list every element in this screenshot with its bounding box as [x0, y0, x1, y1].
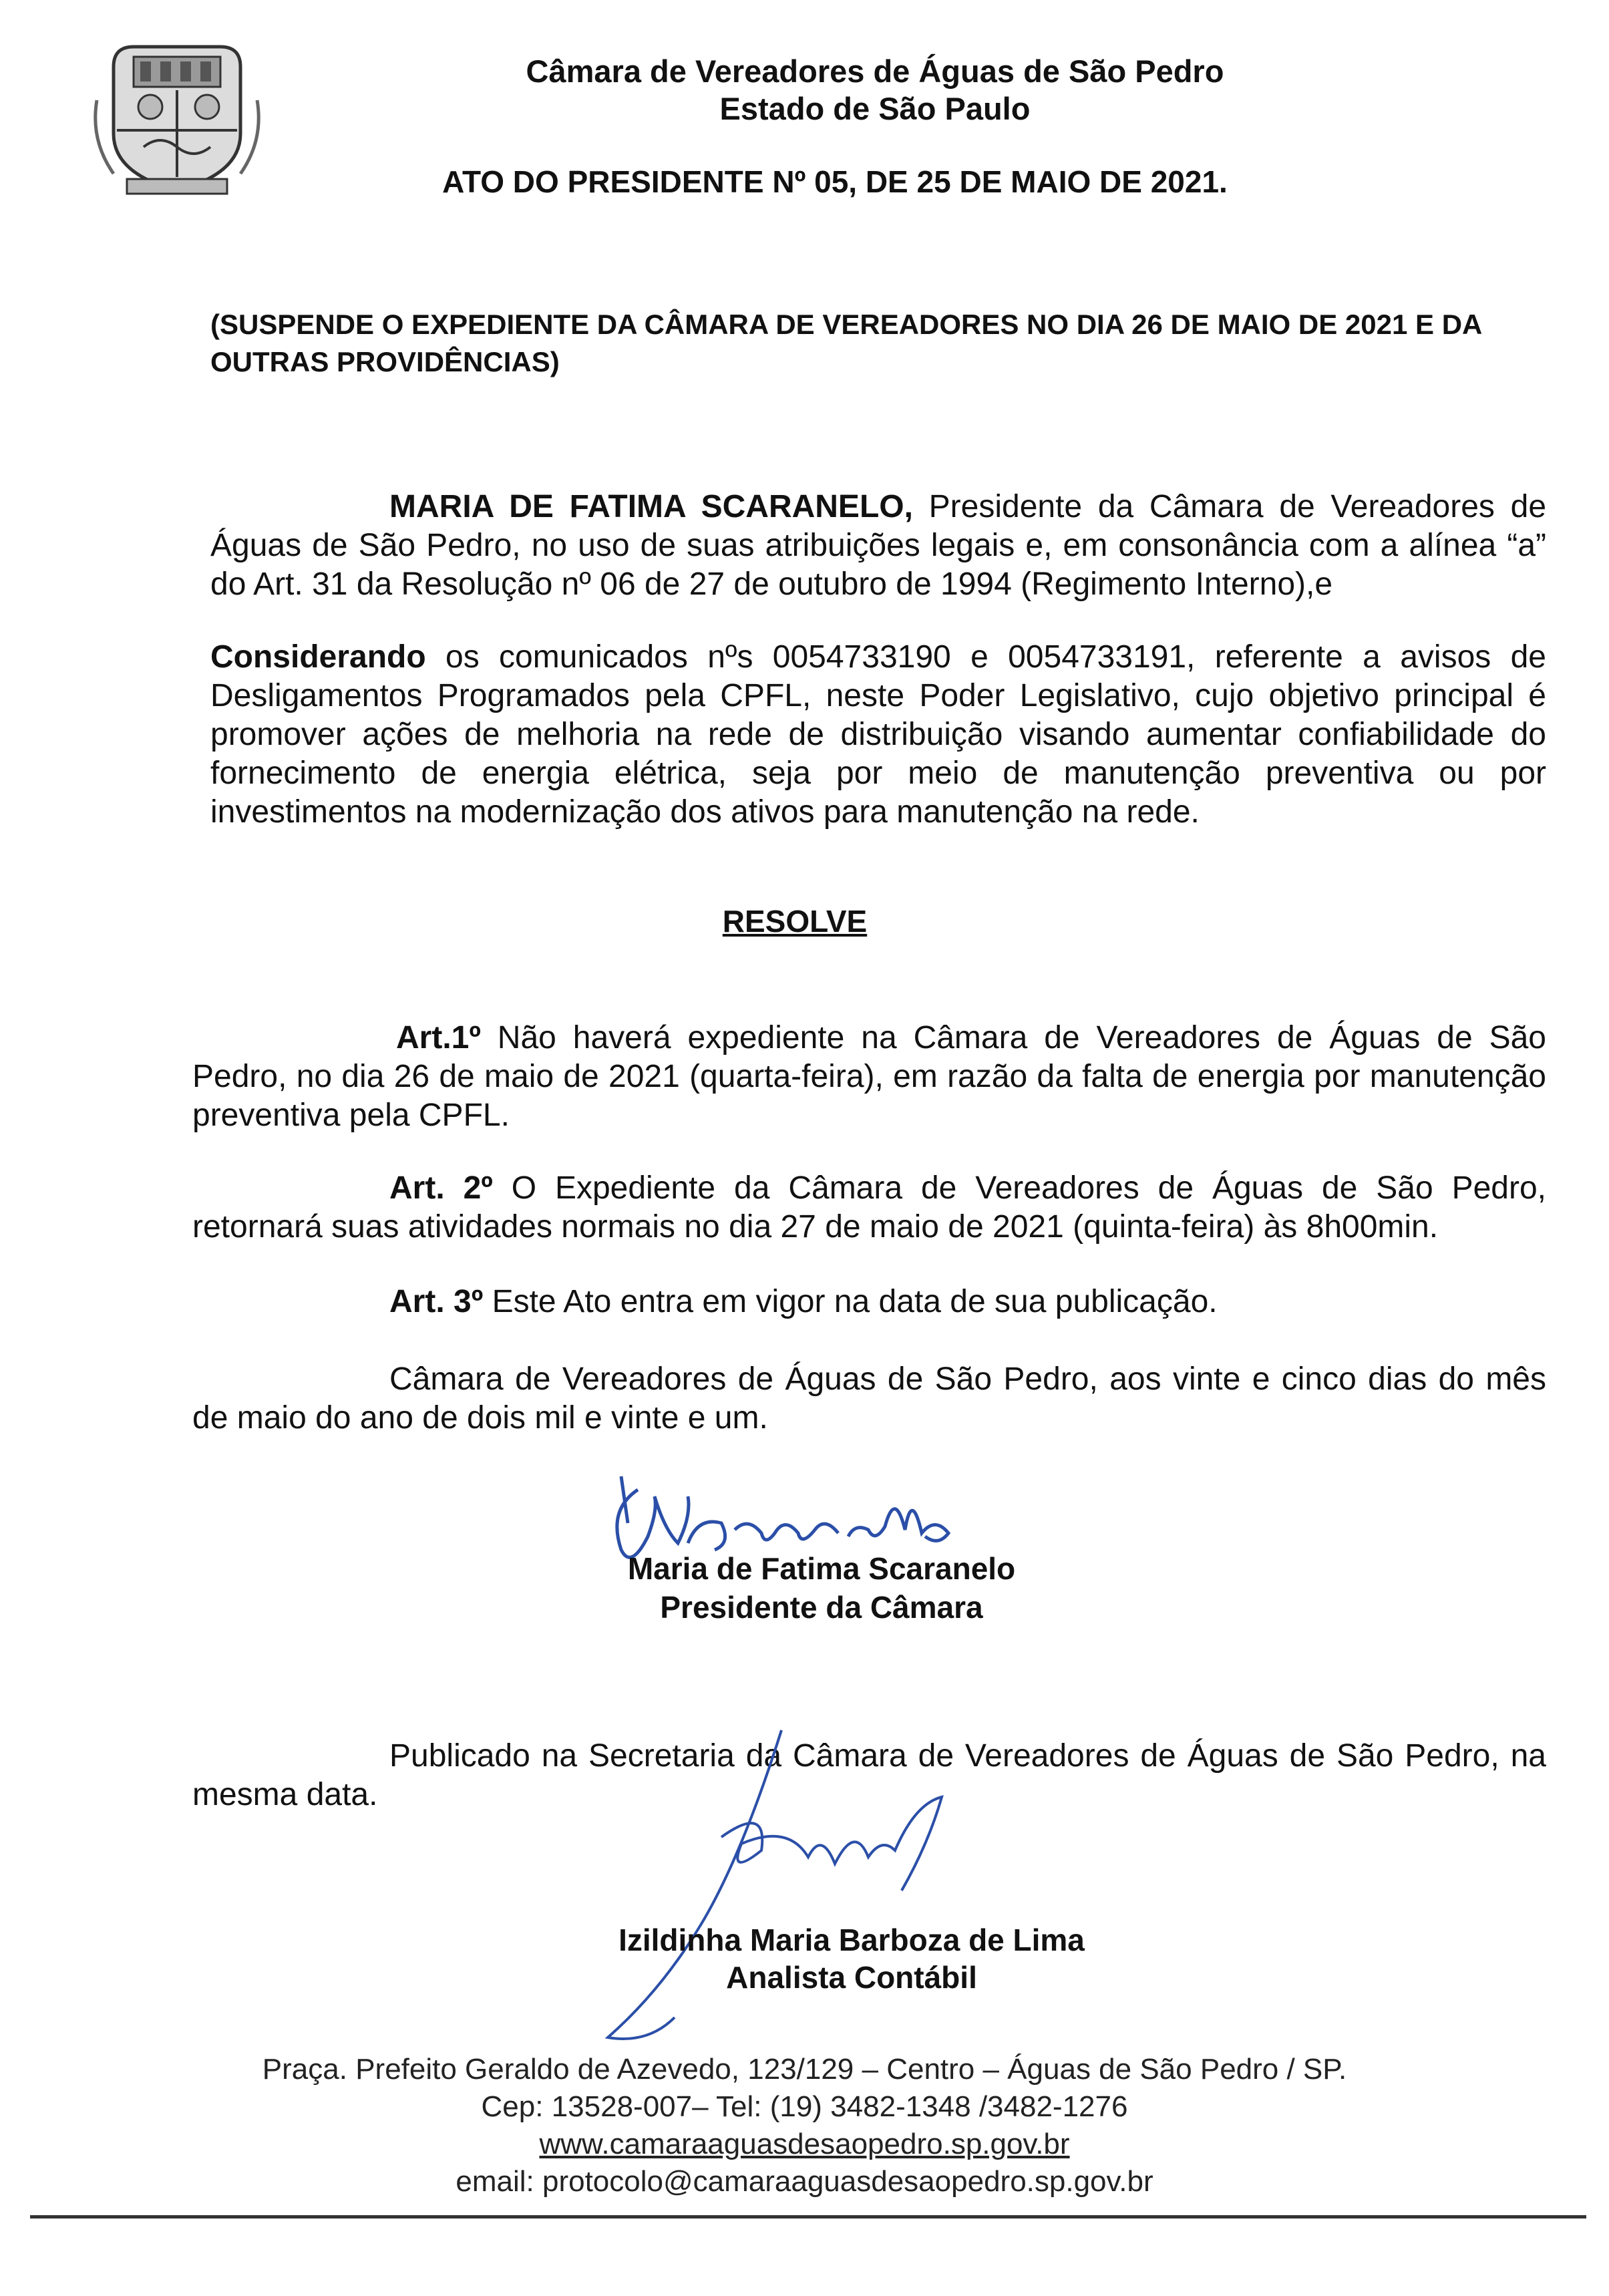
footer-website-link[interactable]: www.camaraaguasdesaopedro.sp.gov.br — [539, 2128, 1070, 2160]
considerando-label: Considerando — [210, 639, 426, 675]
article-2 — [192, 1169, 1546, 1247]
preamble-text: Presidente da Câmara de Vereadores de Águas de São Pedro, no uso de suas atribuições legais e, em consonância com a alínea “a” do Art. 31 da Resolução nº 06 de 27 de outubro de 1994 (Regimento Interno),e — [210, 489, 1547, 602]
article-3-text: Este Ato entra em vigor na data de sua publicação. — [483, 1284, 1218, 1319]
municipal-crest-icon — [87, 20, 267, 200]
act-subject: (SUSPENDE O EXPEDIENTE DA CÂMARA DE VEREADORES NO DIA 26 DE MAIO DE 2021 E DA OUTRAS PROVIDÊNCIAS) — [210, 309, 1481, 377]
considerando-text: os comunicados nºs 0054733190 e 0054733191, referente a avisos de Desligamentos Programados pela CPFL, neste Poder Legislativo, cujo objetivo principal é promover ações de melhoria na rede de distribuição visando aumentar confiabilidade do fornecimento de energia elétrica, seja por meio de manutenção preventiva ou por investimentos na modernização dos ativos para manutenção na rede. — [210, 639, 1546, 830]
article-2-text: O Expediente da Câmara de Vereadores de Águas de São Pedro, retornará suas atividades normais no dia 27 de maio de 2021 (quinta-feira) às 8h00min. — [192, 1170, 1546, 1245]
footer-email: email: protocolo@camaraaguasdesaopedro.sp.gov.br — [456, 2165, 1153, 2198]
publication-paragraph: Publicado na Secretaria da Câmara de Vereadores de Águas de São Pedro, na mesma data. — [192, 1738, 1546, 1812]
signatory-2-name: Izildinha Maria Barboza de Lima — [618, 1923, 1085, 1957]
article-2-label: Art. 2º — [389, 1170, 493, 1206]
president-name: MARIA DE FATIMA SCARANELO, — [389, 489, 913, 524]
footer-contact: Cep: 13528-007– Tel: (19) 3482-1348 /3482-1276 — [481, 2090, 1128, 2123]
footer-divider — [30, 2215, 1586, 2219]
signatory-1-role: Presidente da Câmara — [660, 1590, 983, 1625]
act-title: ATO DO PRESIDENTE Nº 05, DE 25 DE MAIO DE 2021. — [442, 164, 1228, 199]
analyst-signature — [568, 1724, 1049, 2044]
article-3 — [192, 1283, 1546, 1321]
chamber-name: Câmara de Vereadores de Águas de São Pedro — [526, 53, 1224, 89]
signatory-1-name: Maria de Fatima Scaranelo — [627, 1551, 1016, 1586]
footer-address: Praça. Prefeito Geraldo de Azevedo, 123/129 – Centro – Águas de São Pedro / SP. — [262, 2053, 1347, 2086]
preamble-paragraph — [210, 488, 1546, 604]
signatory-2-role: Analista Contábil — [726, 1960, 977, 1995]
article-3-label: Art. 3º — [389, 1284, 484, 1319]
considerando-paragraph — [210, 638, 1546, 832]
state-name: Estado de São Paulo — [719, 91, 1031, 126]
closing-paragraph: Câmara de Vereadores de Águas de São Pedro, aos vinte e cinco dias do mês de maio do ano de dois mil e vinte e um. — [192, 1361, 1546, 1436]
resolve-heading: RESOLVE — [722, 904, 868, 939]
article-1-text: Não haverá expediente na Câmara de Vereadores de Águas de São Pedro, no dia 26 de maio de 2021 (quarta-feira), em razão da falta de energia por manutenção preventiva pela CPFL. — [192, 1020, 1546, 1133]
article-1 — [192, 1019, 1546, 1135]
article-1-label: Art.1º — [396, 1020, 481, 1055]
